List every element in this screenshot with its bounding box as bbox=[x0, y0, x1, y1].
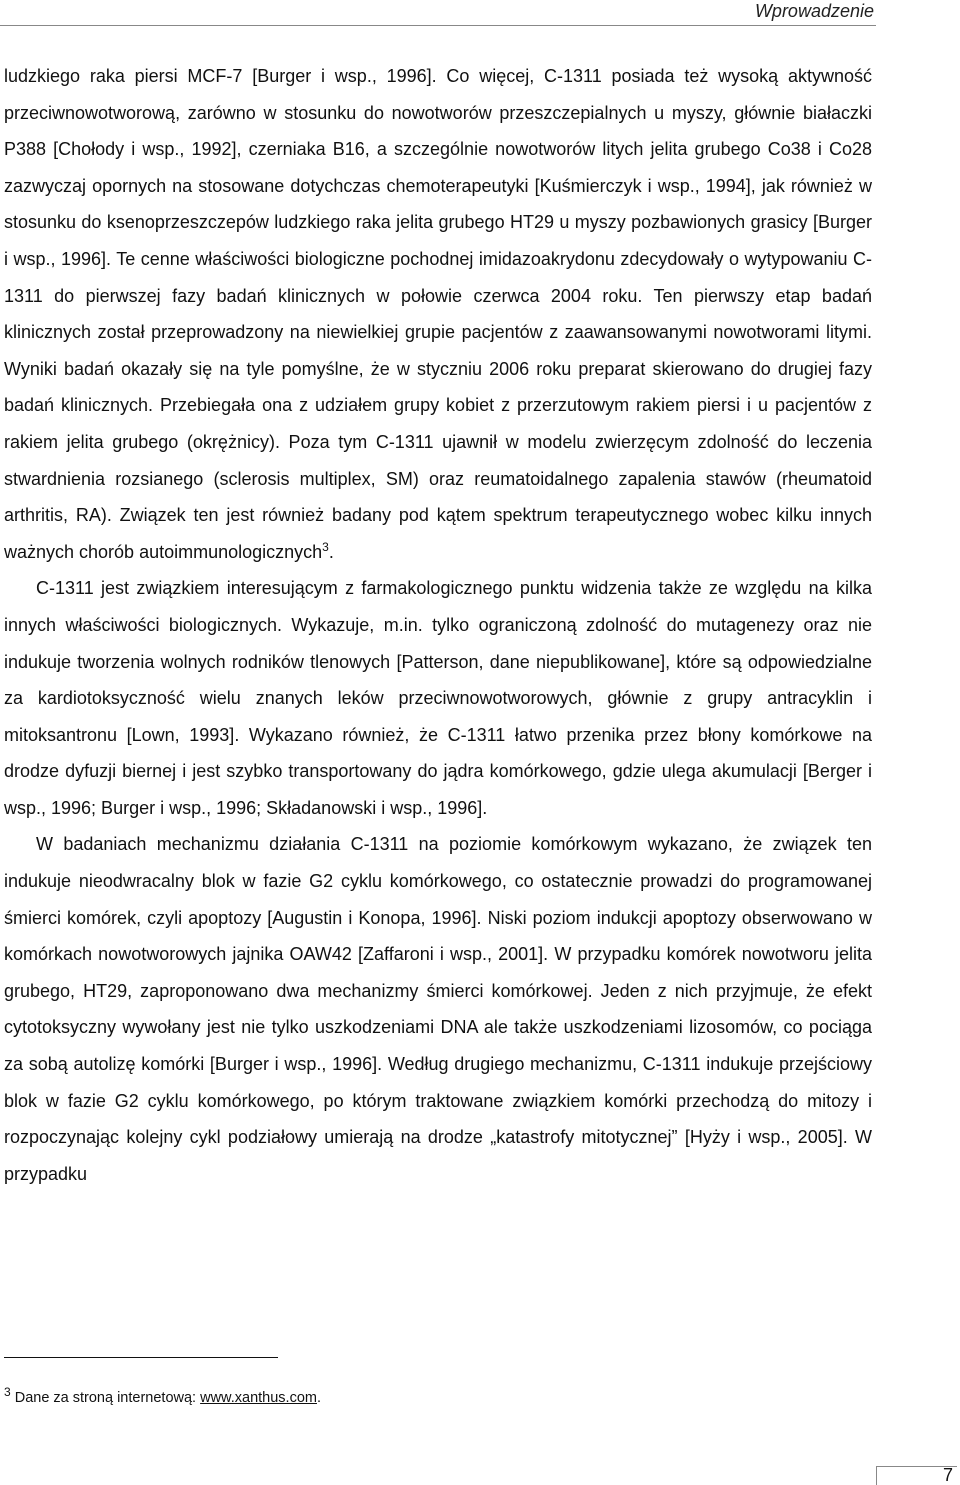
paragraph-1 bbox=[4, 58, 872, 570]
footnote bbox=[4, 1385, 321, 1408]
page-header bbox=[0, 0, 960, 28]
footnote-reference[interactable]: 3 bbox=[322, 539, 329, 554]
footnote-tail: . bbox=[316, 1390, 321, 1406]
footnote-separator bbox=[4, 1357, 278, 1358]
page-number: 7 bbox=[942, 1465, 953, 1485]
footnote-text: Dane za stroną internetową: bbox=[14, 1390, 201, 1406]
body-text bbox=[4, 58, 872, 1192]
footnote-number: 3 bbox=[4, 1385, 11, 1400]
paragraph-3: W badaniach mechanizmu działania C-1311 na poziomie komórkowym wykazano, że związek ten indukuje nieodwracalny blok w fazie G2 cyklu komórkowego, co ostatecznie prowadzi do programowanej śmierci komórek, czyli apoptozy [Augustin i Konopa, 1996]. Niski poziom indukcji apoptozy obserwowano w komórkach nowotworowych jajnika OAW42 [Zaffaroni i wsp., 2001]. W przypadku komórek nowotworu jelita grubego, HT29, zaproponowano dwa mechanizmy śmierci komórkowej. Jeden z nich przyjmuje, że efekt cytotoksyczny wywołany jest nie tylko uszkodzeniami DNA ale także uszkodzeniami lizosomów, co pociąga za sobą autolizę komórki [Burger i wsp., 1996]. Według drugiego mechanizmu, C-1311 indukuje przejściowy blok w fazie G2 cyklu komórkowego, po którym traktowane związkiem komórki przechodzą do mitozy i rozpoczynając kolejny cykl podziałowy umierają na drodze „katastrofy mitotycznej” [Hyży i wsp., 2005]. W przypadku bbox=[4, 834, 872, 1184]
paragraph-1-tail: . bbox=[328, 541, 334, 562]
running-header-title: Wprowadzenie bbox=[754, 1, 874, 21]
header-rule bbox=[0, 25, 876, 26]
footnote-link[interactable]: www.xanthus.com bbox=[200, 1390, 317, 1406]
paragraph-2: C-1311 jest związkiem interesującym z farmakologicznego punktu widzenia także ze względu na kilka innych właściwości biologicznych. Wykazuje, m.in. tylko ograniczoną zdolność do mutagenezy oraz nie indukuje tworzenia wolnych rodników tlenowych [Patterson, dane niepublikowane], które są odpowiedzialne za kardiotoksyczność wielu znanych leków przeciwnowotworowych, głównie z grupy antracyklin i mitoksantronu [Lown, 1993]. Wykazano również, że C-1311 łatwo przenika przez błony komórkowe na drodze dyfuzji biernej i jest szybko transportowany do jądra komórkowego, gdzie ulega akumulacji [Berger i wsp., 1996; Burger i wsp., 1996; Składanowski i wsp., 1996]. bbox=[4, 578, 872, 818]
paragraph-1-text: ludzkiego raka piersi MCF-7 [Burger i wsp., 1996]. Co więcej, C-1311 posiada też wysoką aktywność przeciwnowotworową, zarówno w stosunku do nowotworów przeszczepialnych u myszy, głównie białaczki P388 [Chołody i wsp., 1992], czerniaka B16, a szczególnie nowotworów litych jelita grubego Co38 i Co28 zazwyczaj opornych na stosowane dotychczas chemoterapeutyki [Kuśmierczyk i wsp., 1994], jak również w stosunku do ksenoprzeszczepów ludzkiego raka jelita grubego HT29 u myszy pozbawionych grasicy [Burger i wsp., 1996]. Te cenne właściwości biologiczne pochodnej imidazoakrydonu zdecydowały o wytypowaniu C-1311 do pierwszej fazy badań klinicznych w połowie czerwca 2004 roku. Ten pierwszy etap badań klinicznych został przeprowadzony na niewielkiej grupie pacjentów z zaawansowanymi nowotworami litymi. Wyniki badań okazały się na tyle pomyślne, że w styczniu 2006 roku preparat skierowano do drugiej fazy badań klinicznych. Przebiegała ona z udziałem grupy kobiet z przerzutowym rakiem piersi i u pacjentów z rakiem jelita grubego (okrężnicy). Poza tym C-1311 ujawnił w modelu zwierzęcym zdolność do leczenia stwardnienia rozsianego (sclerosis multiplex, SM) oraz reumatoidalnego zapalenia stawów (rheumatoid arthritis, RA). Związek ten jest również badany pod kątem spektrum terapeutycznego wobec kilku innych ważnych chorób autoimmunologicznych bbox=[4, 66, 872, 562]
